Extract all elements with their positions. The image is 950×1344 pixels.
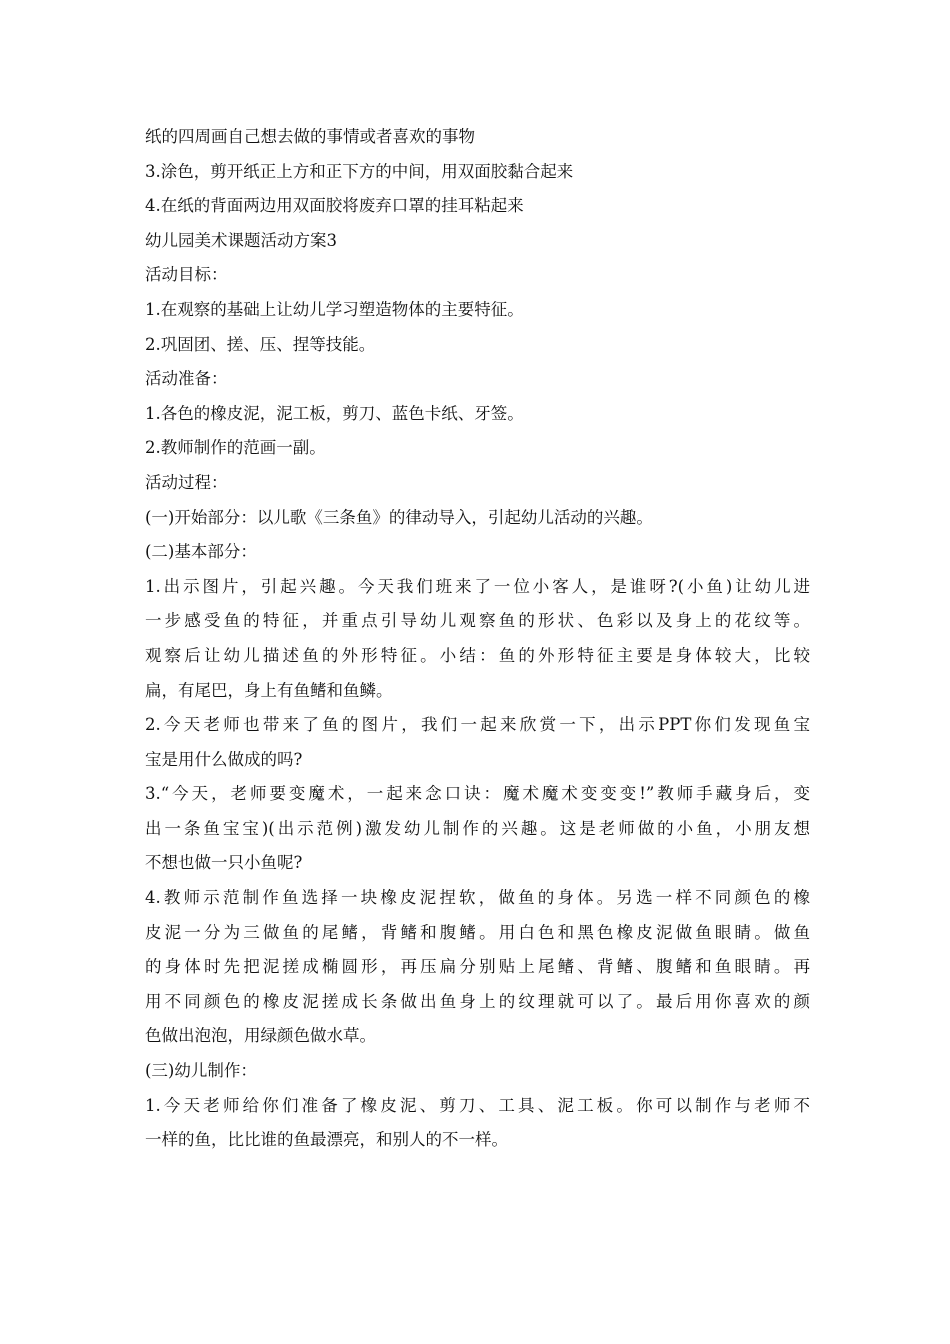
text-line: 宝是用什么做成的吗? bbox=[145, 749, 303, 769]
text-line: 活动目标： bbox=[145, 265, 228, 285]
text-line: 活动准备： bbox=[145, 369, 228, 389]
text-line: 出一条鱼宝宝)(出示范例)激发幼儿制作的兴趣。这是老师做的小鱼，小朋友想 bbox=[145, 818, 810, 838]
document-page bbox=[145, 120, 810, 1158]
text-line: (二)基本部分： bbox=[145, 542, 257, 562]
text-line: 色做出泡泡，用绿颜色做水草。 bbox=[145, 1026, 376, 1046]
text-line: 2.今天老师也带来了鱼的图片，我们一起来欣赏一下，出示PPT你们发现鱼宝 bbox=[145, 715, 810, 735]
text-line: 纸的四周画自己想去做的事情或者喜欢的事物 bbox=[145, 127, 475, 146]
text-line: 一步感受鱼的特征，并重点引导幼儿观察鱼的形状、色彩以及身上的花纹等。 bbox=[145, 611, 810, 631]
text-line: (三)幼儿制作： bbox=[145, 1061, 257, 1081]
text-line: 1.在观察的基础上让幼儿学习塑造物体的主要特征。 bbox=[145, 299, 524, 319]
text-line: 2.教师制作的范画一副。 bbox=[145, 438, 326, 458]
text-line: 4.在纸的背面两边用双面胶将废弃口罩的挂耳粘起来 bbox=[145, 196, 524, 216]
text-line: 活动过程： bbox=[145, 472, 228, 492]
text-line: 4.教师示范制作鱼选择一块橡皮泥捏软，做鱼的身体。另选一样不同颜色的橡 bbox=[145, 888, 810, 908]
text-line: 的身体时先把泥搓成椭圆形，再压扁分别贴上尾鳍、背鳍、腹鳍和鱼眼睛。再 bbox=[145, 957, 810, 977]
text-line: 3.“今天，老师要变魔术，一起来念口诀：魔术魔术变变变!”教师手藏身后，变 bbox=[145, 784, 810, 804]
text-line: 一样的鱼，比比谁的鱼最漂亮，和别人的不一样。 bbox=[145, 1130, 508, 1150]
text-line: 1.今天老师给你们准备了橡皮泥、剪刀、工具、泥工板。你可以制作与老师不 bbox=[145, 1095, 810, 1115]
section-heading: 幼儿园美术课题活动方案3 bbox=[145, 230, 337, 250]
text-line: 1.出示图片，引起兴趣。今天我们班来了一位小客人，是谁呀?(小鱼)让幼儿进 bbox=[145, 576, 810, 596]
text-line: (一)开始部分：以儿歌《三条鱼》的律动导入，引起幼儿活动的兴趣。 bbox=[145, 507, 653, 527]
text-line: 不想也做一只小鱼呢? bbox=[145, 853, 303, 873]
text-line: 扁，有尾巴，身上有鱼鳍和鱼鳞。 bbox=[145, 680, 393, 700]
text-line: 2.巩固团、搓、压、捏等技能。 bbox=[145, 334, 376, 354]
text-line: 3.涂色，剪开纸正上方和正下方的中间，用双面胶黏合起来 bbox=[145, 161, 574, 181]
text-line: 观察后让幼儿描述鱼的外形特征。小结：鱼的外形特征主要是身体较大，比较 bbox=[145, 645, 810, 665]
text-line: 皮泥一分为三做鱼的尾鳍，背鳍和腹鳍。用白色和黑色橡皮泥做鱼眼睛。做鱼 bbox=[145, 922, 810, 942]
text-line: 1.各色的橡皮泥，泥工板，剪刀、蓝色卡纸、牙签。 bbox=[145, 403, 524, 423]
text-line: 用不同颜色的橡皮泥搓成长条做出鱼身上的纹理就可以了。最后用你喜欢的颜 bbox=[145, 991, 810, 1011]
